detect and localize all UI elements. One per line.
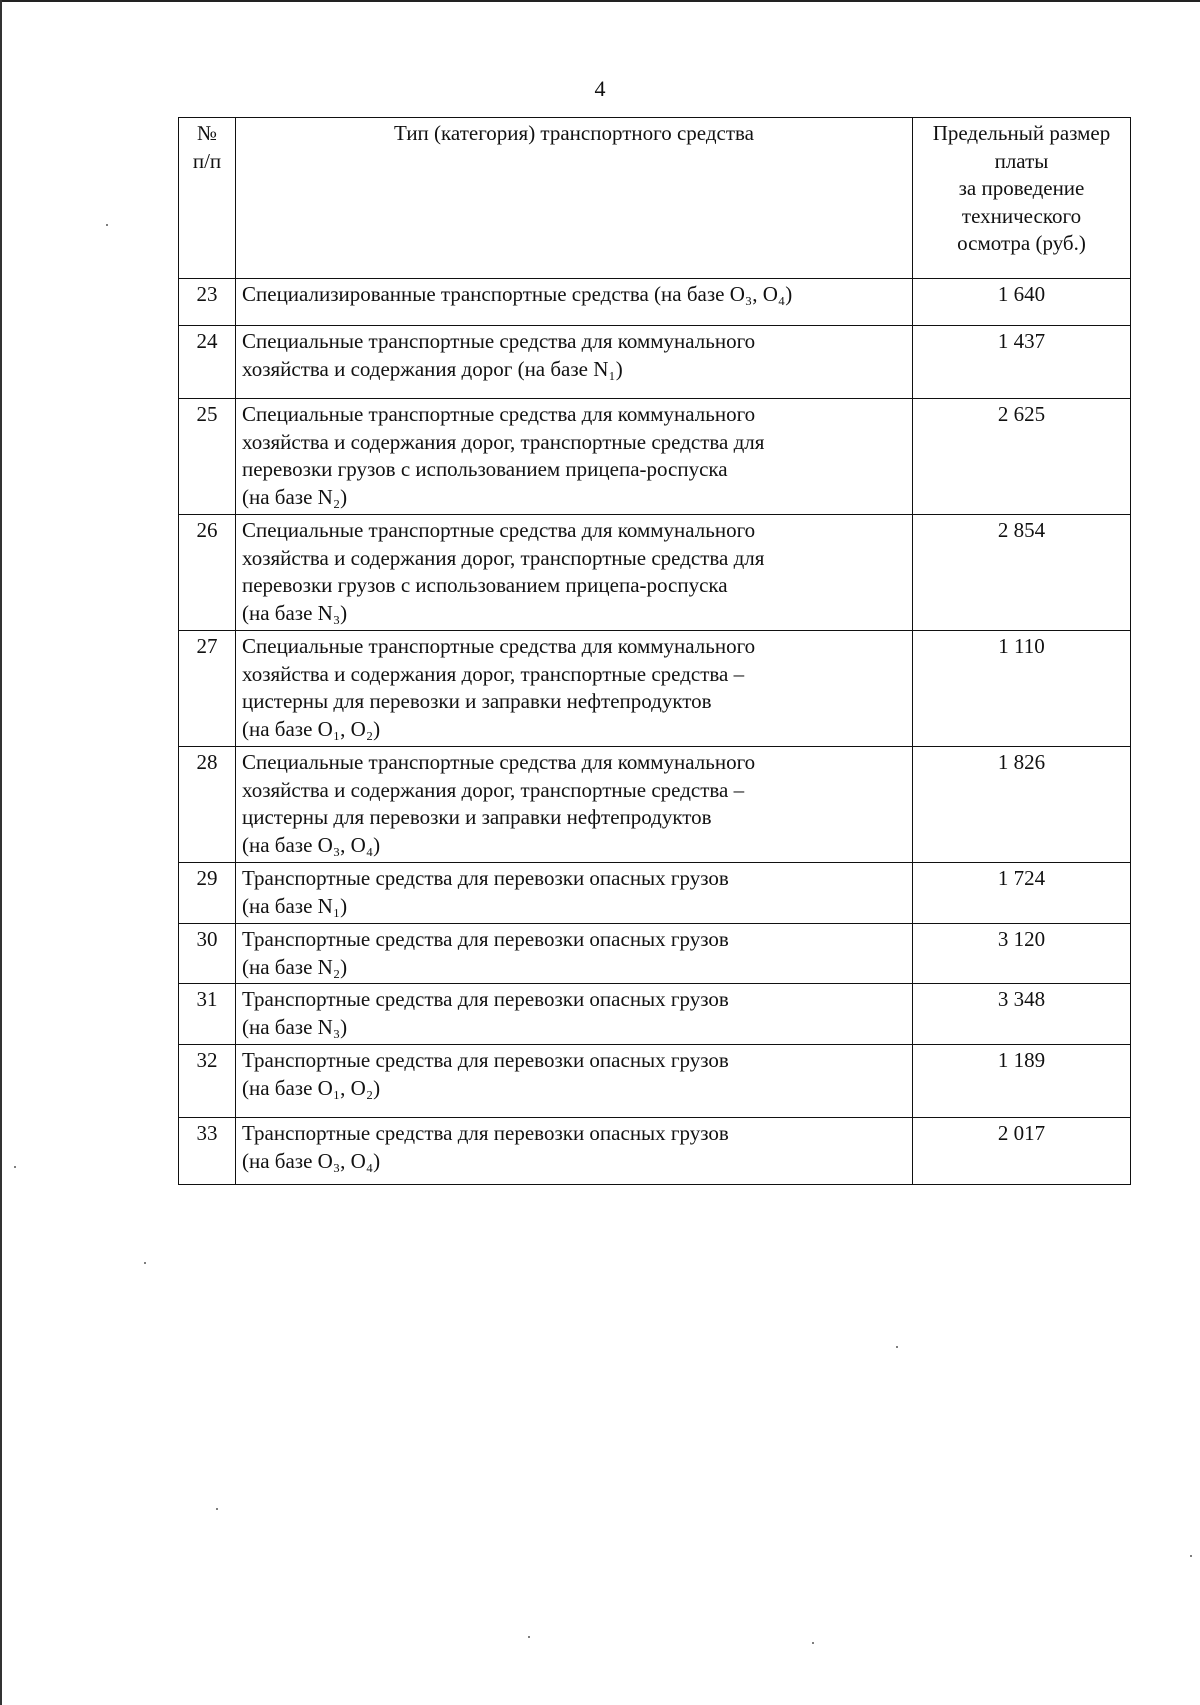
row-fee: 3 348 <box>913 984 1131 1045</box>
table-row <box>179 863 1131 924</box>
row-fee: 1 110 <box>913 631 1131 747</box>
row-fee: 1 640 <box>913 279 1131 326</box>
scan-border-top <box>0 0 1200 2</box>
row-vehicle-type: Специализированные транспортные средства (на базе O₃, O₄) <box>236 279 913 326</box>
table-row <box>179 631 1131 747</box>
page-number: 4 <box>594 76 606 101</box>
table-header-row <box>179 118 1131 279</box>
row-fee: 1 724 <box>913 863 1131 924</box>
scan-speck <box>896 1346 898 1348</box>
table-row <box>179 279 1131 326</box>
table-row <box>179 747 1131 863</box>
scan-border-left <box>0 0 2 1705</box>
scan-speck <box>528 1636 530 1638</box>
row-number: 26 <box>179 515 236 631</box>
row-vehicle-type: Транспортные средства для перевозки опасных грузов (на базе O₃, O₄) <box>236 1118 913 1185</box>
row-number: 31 <box>179 984 236 1045</box>
row-number: 28 <box>179 747 236 863</box>
row-number: 25 <box>179 399 236 515</box>
row-vehicle-type: Специальные транспортные средства для коммунального хозяйства и содержания дорог (на базе N₁) <box>236 326 913 399</box>
row-number: 23 <box>179 279 236 326</box>
scan-speck <box>216 1508 218 1510</box>
row-vehicle-type: Транспортные средства для перевозки опасных грузов (на базе N₂) <box>236 924 913 984</box>
row-number: 33 <box>179 1118 236 1185</box>
table-row <box>179 515 1131 631</box>
row-vehicle-type: Транспортные средства для перевозки опасных грузов (на базе O₁, O₂) <box>236 1045 913 1118</box>
scan-speck <box>106 224 108 226</box>
table-row <box>179 1118 1131 1185</box>
header-vehicle-type: Тип (категория) транспортного средства <box>236 118 913 279</box>
scan-speck <box>14 1166 16 1168</box>
scan-speck <box>144 1262 146 1264</box>
scan-speck <box>812 1642 814 1644</box>
header-number: № п/п <box>179 118 236 279</box>
table-row <box>179 1045 1131 1118</box>
row-fee: 2 854 <box>913 515 1131 631</box>
row-fee: 2 625 <box>913 399 1131 515</box>
row-fee: 1 826 <box>913 747 1131 863</box>
table-row <box>179 326 1131 399</box>
row-vehicle-type: Специальные транспортные средства для коммунального хозяйства и содержания дорог, транспортные средства – цистерны для перевозки и заправки нефтепродуктов (на базе O₃, O₄) <box>236 747 913 863</box>
row-vehicle-type: Специальные транспортные средства для коммунального хозяйства и содержания дорог, транспортные средства для перевозки грузов с использованием прицепа-роспуска (на базе N₃) <box>236 515 913 631</box>
row-fee: 2 017 <box>913 1118 1131 1185</box>
scan-speck <box>1190 1555 1192 1557</box>
inspection-fee-table <box>178 117 1131 1185</box>
table-row <box>179 984 1131 1045</box>
row-fee: 1 189 <box>913 1045 1131 1118</box>
row-vehicle-type: Специальные транспортные средства для коммунального хозяйства и содержания дорог, транспортные средства – цистерны для перевозки и заправки нефтепродуктов (на базе O₁, O₂) <box>236 631 913 747</box>
row-number: 30 <box>179 924 236 984</box>
row-number: 27 <box>179 631 236 747</box>
row-fee: 1 437 <box>913 326 1131 399</box>
row-fee: 3 120 <box>913 924 1131 984</box>
table-row <box>179 924 1131 984</box>
row-vehicle-type: Специальные транспортные средства для коммунального хозяйства и содержания дорог, транспортные средства для перевозки грузов с использованием прицепа-роспуска (на базе N₂) <box>236 399 913 515</box>
row-vehicle-type: Транспортные средства для перевозки опасных грузов (на базе N₃) <box>236 984 913 1045</box>
table-row <box>179 399 1131 515</box>
row-vehicle-type: Транспортные средства для перевозки опасных грузов (на базе N₁) <box>236 863 913 924</box>
row-number: 29 <box>179 863 236 924</box>
row-number: 24 <box>179 326 236 399</box>
row-number: 32 <box>179 1045 236 1118</box>
header-max-fee: Предельный размер платы за проведение технического осмотра (руб.) <box>913 118 1131 279</box>
